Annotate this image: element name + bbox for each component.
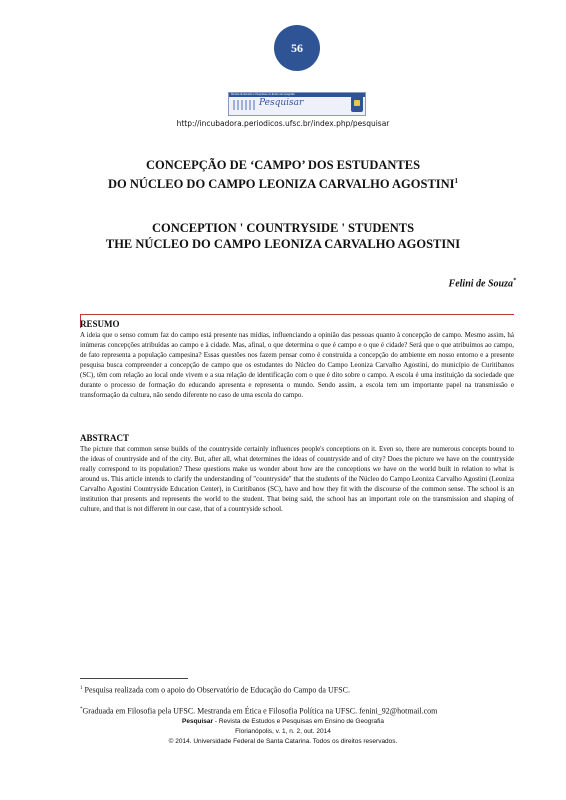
title-en-line1: CONCEPTION ' COUNTRYSIDE ' STUDENTS <box>151 221 415 235</box>
author <box>449 278 516 289</box>
footnote-2 <box>80 705 437 717</box>
resumo-heading: RESUMO <box>80 319 120 329</box>
abstract-section <box>80 433 514 514</box>
title-pt-line2: DO NÚCLEO DO CAMPO LEONIZA CARVALHO AGOSTINI <box>107 177 455 192</box>
journal-logo <box>228 92 366 116</box>
footer-journal-name: Pesquisar <box>182 718 214 725</box>
title-footnote-mark[interactable]: 1 <box>454 177 459 185</box>
footnote-2-text: Graduada em Filosofia pela UFSC. Mestranda em Ética e Filosofia Política na UFSC. fenini_92@hotmail.com <box>82 706 438 716</box>
footer-journal-desc: - Revista de Estudos e Pesquisas em Ensino de Geografia <box>213 718 384 725</box>
page-number: 56 <box>291 40 303 55</box>
logo-tagline: Revista de Estudos e Pesquisas em Ensino de Geografia <box>231 93 295 96</box>
footer-copyright: © 2014. Universidade Federal de Santa Catarina. Todos os direitos reservados. <box>168 738 398 745</box>
title-english <box>0 220 566 252</box>
logo-wordmark: Pesquisar <box>259 98 304 108</box>
title-pt-line2-wrap <box>0 173 566 192</box>
resumo-section <box>80 319 514 400</box>
footnote-divider <box>80 678 188 679</box>
footnote-1-text: Pesquisa realizada com o apoio do Observatório de Educação do Campo da UFSC. <box>82 685 350 695</box>
title-en-line2: THE NÚCLEO DO CAMPO LEONIZA CARVALHO AGOSTINI <box>105 237 461 251</box>
resumo-text: A ideia que o senso comum faz do campo está presente nas mídias, influenciando a opinião das pessoas quanto à concepção de campo. Mesmo assim, há inúmeras concepções atribuídas ao campo e à cidade. Mas, afinal, o que determina o que é campo e o que é cidade? Será que o que atribuímos ao campo, de fato representa a população campesina? Essas questões nos fazem pensar como é construída a concepção do ambiente em nosso entorno e a presente pesquisa busca compreender a concepção de campo que os estudantes do Núcleo do Campo Leoniza Carvalho Agostini, do município de Curitibanos (SC), têm com relação ao local onde vivem e a sua relação de identificação com o que é dito sobre o campo. A escola é uma instituição da sociedade que durante o processo de formação do educando apresenta e representa o mundo. Sendo assim, a escola tem um importante papel na transmissão e transformação da cultura, não sendo diferente no caso de uma escola do campo. <box>80 331 514 399</box>
university-seal-icon <box>351 96 363 112</box>
title-pt-line1: CONCEPÇÃO DE ‘CAMPO’ DOS ESTUDANTES <box>145 158 421 172</box>
title-portuguese <box>0 157 566 192</box>
page-number-badge <box>274 25 320 71</box>
journal-url[interactable]: http://incubadora.periodicos.ufsc.br/index.php/pesquisar <box>176 119 390 128</box>
abstract-text: The picture that common sense builds of the countryside certainly influences people's conceptions on it. Even so, there are numerous concepts bound to the ideas of countryside and of the city. But, after all, what determines the ideas of countryside and of city? Does the picture we have on the countryside really correspond to its population? These questions make us wonder about how are the conceptions we have on the world built in relation to what is around us. This article intends to clarify the understanding of "countryside" that the students of the Núcleo do Campo Leoniza Carvalho Agostini (Leoniza Carvalho Agostini Countryside Education Center), in Curitibanos (SC), have and how they fit with the discourse of the common sense. The school is an institution that presents and represents the world to the student. That being said, the school has an important role on the transmission and shaping of culture, and that is not different in our case, that of a countryside school. <box>80 445 514 513</box>
footnote-2-mark: * <box>80 707 83 712</box>
section-rule <box>80 314 514 315</box>
footnote-1 <box>80 684 350 696</box>
footnote-1-mark: 1 <box>80 686 83 691</box>
author-footnote-mark[interactable]: * <box>513 278 516 284</box>
abstract-heading: ABSTRACT <box>80 433 130 443</box>
footer-issue: Florianópolis, v. 1, n. 2, out. 2014 <box>235 728 331 735</box>
logo-pattern <box>233 100 255 110</box>
author-name: Felini de Souza <box>448 278 513 290</box>
footer-journal <box>0 717 566 727</box>
